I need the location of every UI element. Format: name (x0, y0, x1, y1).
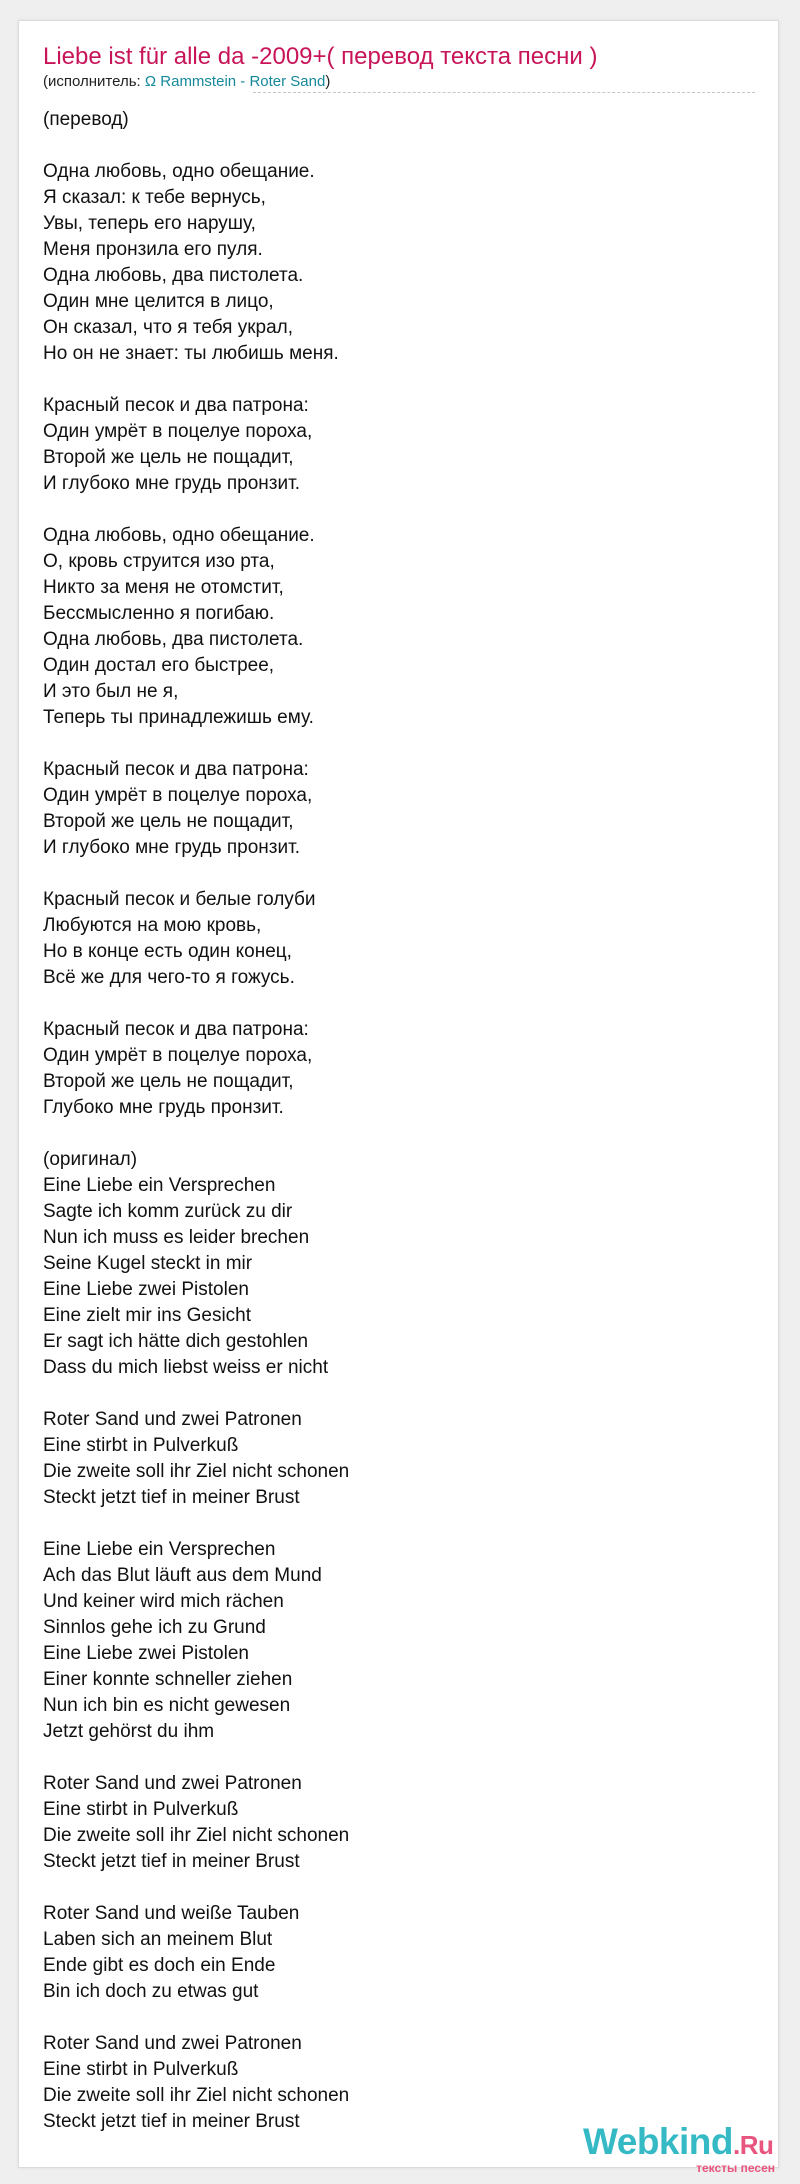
lyric-line: (перевод) (43, 109, 129, 130)
lyric-line: И глубоко мне грудь пронзит. (43, 837, 301, 858)
lyric-line: Один умрёт в поцелуе пороха, (43, 421, 313, 442)
stanza-gap (43, 497, 743, 523)
lyric-line: Roter Sand und zwei Patronen (43, 1773, 302, 1794)
lyric-line: Eine Liebe zwei Pistolen (43, 1643, 249, 1664)
lyric-line: О, кровь струится изо рта, (43, 551, 275, 572)
lyric-line: Laben sich an meinem Blut (43, 1929, 273, 1950)
lyric-line: Roter Sand und zwei Patronen (43, 1409, 302, 1430)
lyric-line: Und keiner wird mich rächen (43, 1591, 284, 1612)
lyric-line: Он сказал, что я тебя украл, (43, 317, 294, 338)
lyric-line: Eine zielt mir ins Gesicht (43, 1305, 252, 1326)
lyric-line: Ach das Blut läuft aus dem Mund (43, 1565, 322, 1586)
lyric-line: Одна любовь, одно обещание. (43, 161, 315, 182)
lyric-line: Красный песок и два патрона: (43, 395, 309, 416)
lyric-line: Любуются на мою кровь, (43, 915, 262, 936)
lyric-line: Steckt jetzt tief in meiner Brust (43, 1487, 300, 1508)
omega-icon: Ω (144, 73, 157, 90)
lyrics-body (43, 107, 743, 2135)
artist-link[interactable]: Rammstein - Roter Sand (160, 73, 326, 90)
lyric-line: Одна любовь, два пистолета. (43, 629, 304, 650)
lyric-line: Die zweite soll ihr Ziel nicht schonen (43, 1461, 350, 1482)
lyric-line: Eine Liebe ein Versprechen (43, 1175, 276, 1196)
stanza-gap (43, 133, 743, 159)
title-divider (253, 92, 755, 93)
lyric-line: Roter Sand und weiße Tauben (43, 1903, 300, 1924)
lyric-line: Глубоко мне грудь пронзит. (43, 1097, 284, 1118)
lyric-line: Eine Liebe ein Versprechen (43, 1539, 276, 1560)
stanza-gap (43, 1511, 743, 1537)
artist-prefix: (исполнитель: (43, 73, 145, 90)
lyric-line: Sinnlos gehe ich zu Grund (43, 1617, 266, 1638)
lyric-line: Einer konnte schneller ziehen (43, 1669, 293, 1690)
lyric-line: И глубоко мне грудь пронзит. (43, 473, 301, 494)
lyric-line: Один умрёт в поцелуе пороха, (43, 1045, 313, 1066)
content-card (18, 20, 779, 2175)
lyric-line: Seine Kugel steckt in mir (43, 1253, 253, 1274)
artist-suffix: ) (325, 73, 331, 90)
lyric-line: Один умрёт в поцелуе пороха, (43, 785, 313, 806)
stanza-gap (43, 991, 743, 1017)
lyric-line: Всё же для чего-то я гожусь. (43, 967, 295, 988)
lyric-line: Er sagt ich hätte dich gestohlen (43, 1331, 309, 1352)
stanza-gap (43, 731, 743, 757)
stanza-gap (43, 1745, 743, 1771)
lyric-line: Eine Liebe zwei Pistolen (43, 1279, 249, 1300)
lyric-line: Nun ich muss es leider brechen (43, 1227, 310, 1248)
lyric-line: Увы, теперь его нарушу, (43, 213, 256, 234)
lyric-line: Nun ich bin es nicht gewesen (43, 1695, 291, 1716)
stanza-gap (43, 1121, 743, 1147)
lyric-line: Второй же цель не пощадит, (43, 1071, 294, 1092)
lyric-line: Но в конце есть один конец, (43, 941, 292, 962)
lyric-line: Steckt jetzt tief in meiner Brust (43, 2111, 300, 2132)
page-title: Liebe ist für alle da -2009+( перевод текста песни ) (43, 43, 598, 70)
lyric-line: Один мне целится в лицо, (43, 291, 274, 312)
logo-name: Webkind (583, 2121, 733, 2162)
webkind-logo[interactable] (583, 2121, 779, 2175)
lyric-line: Die zweite soll ihr Ziel nicht schonen (43, 1825, 350, 1846)
lyric-line: Jetzt gehörst du ihm (43, 1721, 215, 1742)
lyric-line: Sagte ich komm zurück zu dir (43, 1201, 293, 1222)
lyric-line: Второй же цель не пощадит, (43, 447, 294, 468)
lyric-line: Die zweite soll ihr Ziel nicht schonen (43, 2085, 350, 2106)
lyric-line: Никто за меня не отомстит, (43, 577, 284, 598)
lyric-line: Но он не знает: ты любишь меня. (43, 343, 339, 364)
stanza-gap (43, 1381, 743, 1407)
artist-line (43, 73, 330, 90)
lyric-line: Steckt jetzt tief in meiner Brust (43, 1851, 300, 1872)
lyric-line: Красный песок и два патрона: (43, 759, 309, 780)
logo-ext: .Ru (733, 2130, 774, 2160)
lyric-line: Красный песок и белые голуби (43, 889, 316, 910)
lyric-line: Бессмысленно я погибаю. (43, 603, 275, 624)
logo-wordmark (583, 2121, 773, 2163)
lyric-line: Один достал его быстрее, (43, 655, 275, 676)
stanza-gap (43, 861, 743, 887)
stanza-gap (43, 1875, 743, 1901)
lyric-line: Одна любовь, одно обещание. (43, 525, 315, 546)
lyric-line: Dass du mich liebst weiss er nicht (43, 1357, 329, 1378)
lyric-line: Одна любовь, два пистолета. (43, 265, 304, 286)
lyric-line: Eine stirbt in Pulverkuß (43, 1435, 239, 1456)
lyric-line: Eine stirbt in Pulverkuß (43, 2059, 239, 2080)
lyric-line: Меня пронзила его пуля. (43, 239, 263, 260)
stanza-gap (43, 2005, 743, 2031)
lyric-line: Красный песок и два патрона: (43, 1019, 309, 1040)
lyric-line: Я сказал: к тебе вернусь, (43, 187, 266, 208)
lyric-line: Roter Sand und zwei Patronen (43, 2033, 302, 2054)
lyric-line: Теперь ты принадлежишь ему. (43, 707, 314, 728)
stanza-gap (43, 367, 743, 393)
lyric-line: Ende gibt es doch ein Ende (43, 1955, 276, 1976)
lyric-line: (оригинал) (43, 1149, 138, 1170)
lyric-line: Bin ich doch zu etwas gut (43, 1981, 259, 2002)
lyric-line: Второй же цель не пощадит, (43, 811, 294, 832)
lyric-line: И это был не я, (43, 681, 179, 702)
logo-tagline: тексты песен (696, 2161, 775, 2175)
lyric-line: Eine stirbt in Pulverkuß (43, 1799, 239, 1820)
